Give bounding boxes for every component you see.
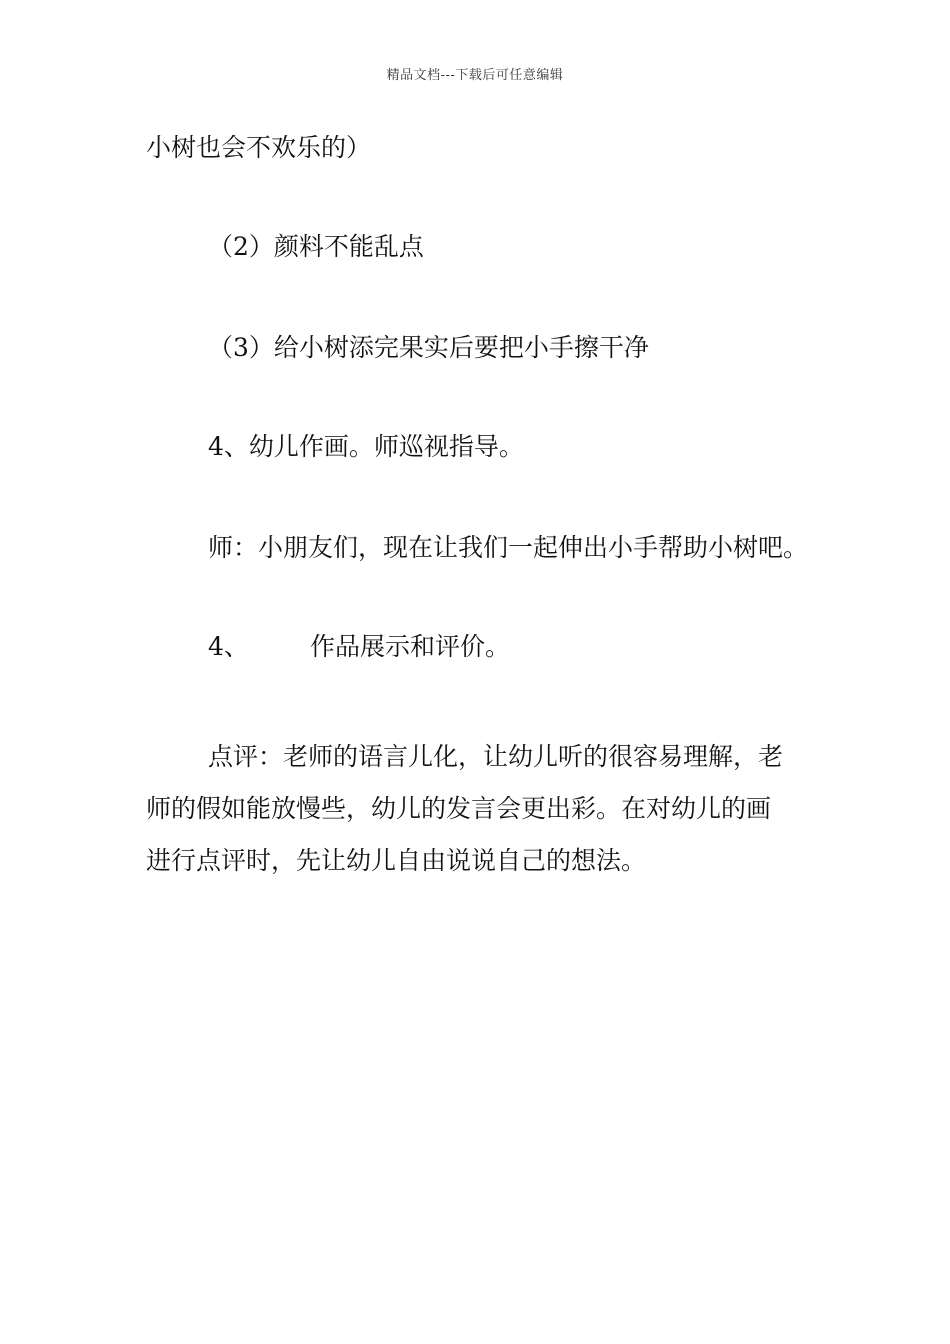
text-line-continuation: 小树也会不欢乐的） xyxy=(146,133,372,162)
text-line-item-3: （3）给小树添完果实后要把小手擦干净 xyxy=(208,333,649,362)
text-line-item-2: （2）颜料不能乱点 xyxy=(208,232,424,261)
text-line-teacher-speech: 师：小朋友们，现在让我们一起伸出小手帮助小树吧。 xyxy=(208,533,809,562)
review-line-2: 师的假如能放慢些，幼儿的发言会更出彩。在对幼儿的画 xyxy=(146,794,772,823)
step-text: 作品展示和评价。 xyxy=(310,632,511,661)
review-line-3: 进行点评时，先让幼儿自由说说自己的想法。 xyxy=(146,846,647,875)
text-line-step-4: 4、幼儿作画。师巡视指导。 xyxy=(208,432,524,461)
text-line-step-4-showcase xyxy=(208,631,510,663)
review-paragraph xyxy=(146,731,806,887)
review-line-1: 点评：老师的语言儿化，让幼儿听的很容易理解，老 xyxy=(208,742,784,771)
step-number: 4、 xyxy=(208,632,249,661)
page-header: 精品文档---下载后可任意编辑 xyxy=(386,68,564,83)
